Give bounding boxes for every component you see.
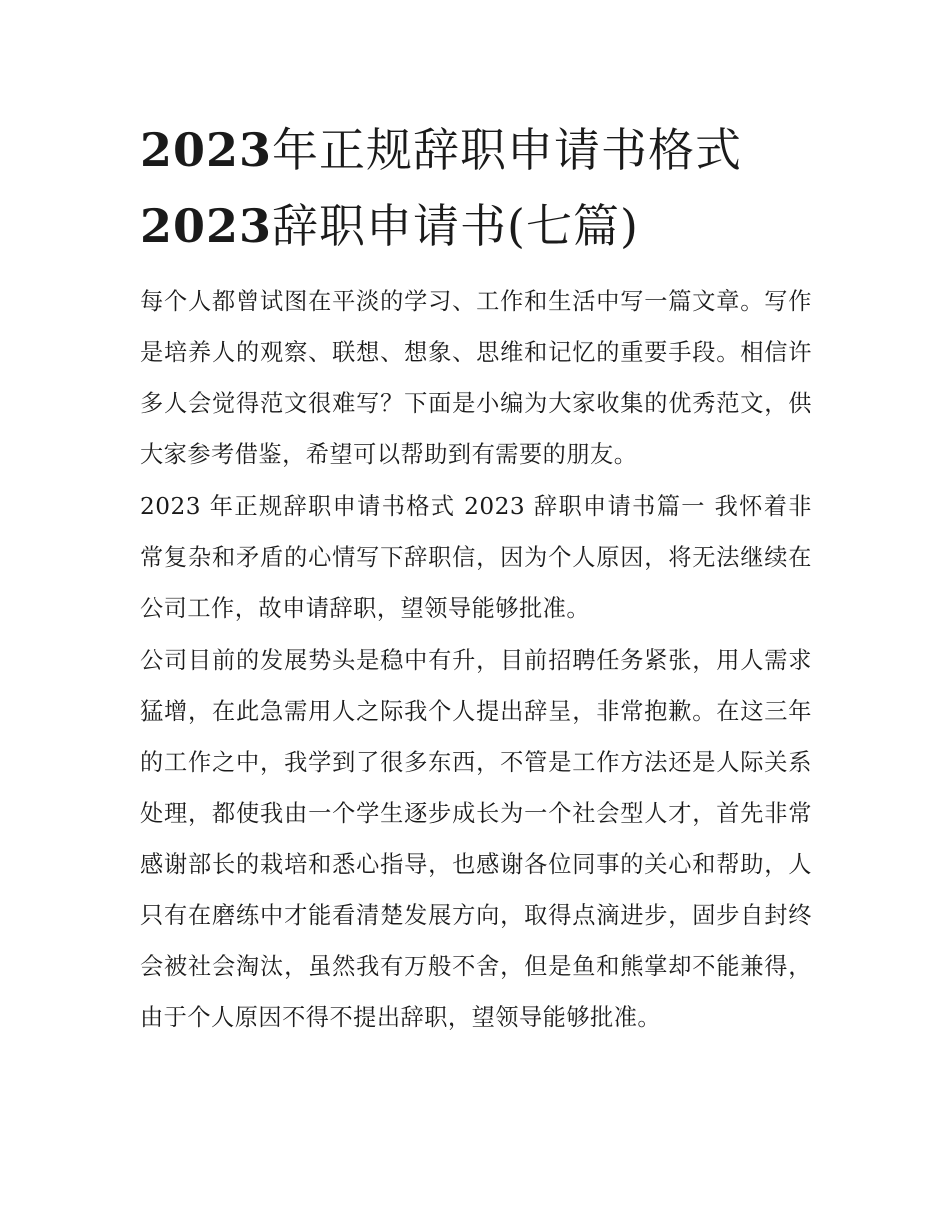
document-body <box>140 276 812 1043</box>
document-page <box>140 112 812 1043</box>
paragraph-intro: 每个人都曾试图在平淡的学习、工作和生活中写一篇文章。写作是培养人的观察、联想、想象、思维和记忆的重要手段。相信许多人会觉得范文很难写？下面是小编为大家收集的优秀范文，供大家参考借鉴，希望可以帮助到有需要的朋友。 <box>140 288 812 468</box>
paragraph-letter-opening: 2023 年正规辞职申请书格式 2023 辞职申请书篇一 我怀着非常复杂和矛盾的心情写下辞职信，因为个人原因，将无法继续在公司工作，故申请辞职，望领导能够批准。 <box>140 493 812 622</box>
paragraph-letter-body: 公司目前的发展势头是稳中有升，目前招聘任务紧张，用人需求猛增，在此急需用人之际我个人提出辞呈，非常抱歉。在这三年的工作之中，我学到了很多东西，不管是工作方法还是人际关系处理，都使我由一个学生逐步成长为一个社会型人才，首先非常感谢部长的栽培和悉心指导，也感谢各位同事的关心和帮助，人只有在磨练中才能看清楚发展方向，取得点滴进步，固步自封终会被社会淘汰，虽然我有万般不舍，但是鱼和熊掌却不能兼得，由于个人原因不得不提出辞职，望领导能够批准。 <box>140 647 812 1031</box>
document-title <box>140 112 812 264</box>
title-text: 年正规辞职申请书格式 <box>272 123 743 177</box>
title-line-1 <box>140 112 812 188</box>
title-line-2 <box>140 188 812 264</box>
title-text: 辞职申请书(七篇) <box>272 199 639 253</box>
title-year: 2023 <box>140 199 273 253</box>
title-year: 2023 <box>140 123 273 177</box>
